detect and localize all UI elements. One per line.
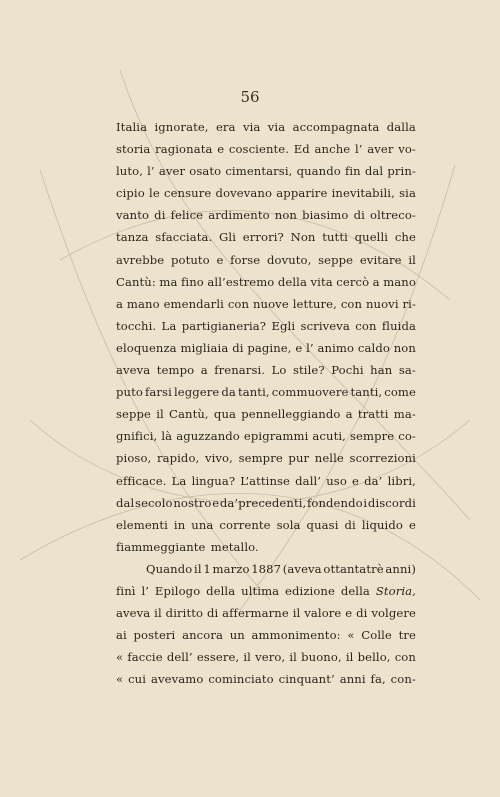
text-line <box>116 624 416 646</box>
word: caldo <box>357 340 390 355</box>
word: dal <box>116 495 135 510</box>
word: di <box>353 208 365 223</box>
word: animo <box>317 340 355 355</box>
word: storia <box>116 142 151 157</box>
word: e <box>217 142 225 157</box>
word: sia <box>399 186 416 201</box>
text-line <box>116 425 416 447</box>
word: cercò <box>336 274 370 289</box>
word: ammonimento: <box>251 628 341 643</box>
text-line <box>116 182 416 204</box>
word: della <box>340 583 370 598</box>
word: scriveva <box>300 318 350 333</box>
word: il <box>345 650 354 665</box>
word: aguzzando <box>176 429 240 444</box>
word: pioso, <box>116 451 152 466</box>
word: essere, <box>196 650 240 665</box>
word: fino <box>181 274 204 289</box>
word: dell’ <box>166 650 193 665</box>
text-line <box>116 138 416 160</box>
word: Gli <box>219 230 237 245</box>
word: vo- <box>398 142 416 157</box>
word: fluida <box>381 318 416 333</box>
word: ardimento <box>208 208 270 223</box>
word: oltreco- <box>370 208 416 223</box>
text-line <box>116 226 416 248</box>
word: discordi <box>367 495 416 510</box>
word: co- <box>398 429 416 444</box>
word: a <box>372 274 380 289</box>
word: 1887 <box>251 561 282 576</box>
word: da <box>221 385 236 400</box>
word: aver <box>367 142 394 157</box>
word: cui <box>128 672 147 687</box>
word: fa, <box>370 672 386 687</box>
word: con <box>394 650 416 665</box>
word: e <box>216 252 224 267</box>
text-line <box>116 558 416 580</box>
word: a <box>345 407 353 422</box>
word: uso <box>326 473 347 488</box>
word: potuto <box>170 252 210 267</box>
word: dovuto, <box>266 252 312 267</box>
word: non <box>393 340 416 355</box>
text-line <box>116 293 416 315</box>
word: secolo <box>135 495 173 510</box>
word: Cantù: <box>116 274 156 289</box>
word: quasi <box>306 517 339 532</box>
word: vita <box>310 274 333 289</box>
word: Colle <box>361 628 392 643</box>
word: puto <box>116 385 143 400</box>
word: nelle <box>314 451 344 466</box>
word: acuti, <box>312 429 346 444</box>
word: emendarli <box>163 296 224 311</box>
word: il <box>408 252 416 267</box>
word: diritto <box>165 606 204 621</box>
word: tutti <box>322 230 348 245</box>
word: da’ <box>364 473 383 488</box>
word: ri- <box>402 296 416 311</box>
word: vanto <box>116 208 150 223</box>
text-line <box>116 403 416 425</box>
word: l’ <box>147 164 155 179</box>
text-line <box>116 249 416 271</box>
word: una <box>191 517 214 532</box>
word: tocchi. <box>116 318 157 333</box>
word: epigrammi <box>243 429 309 444</box>
word: il <box>194 561 202 576</box>
word: seppe <box>116 407 152 422</box>
word: e <box>352 473 360 488</box>
word: aveva <box>116 606 151 621</box>
word: sempre <box>238 451 283 466</box>
word: 1 <box>203 561 211 576</box>
word: Italia <box>116 120 148 134</box>
word: biasimo <box>302 208 349 223</box>
word: da’precedenti, <box>219 495 307 510</box>
word: Quando <box>146 561 193 576</box>
word: con <box>340 296 363 311</box>
word: posteri <box>133 628 176 643</box>
word: di <box>232 340 244 355</box>
text-line <box>116 271 416 293</box>
word: avevamo <box>150 672 204 687</box>
body-text <box>116 116 416 690</box>
word: tempo <box>156 363 195 378</box>
word: cominciato <box>208 672 274 687</box>
word: « <box>116 650 124 665</box>
word: L’attinse <box>240 473 291 488</box>
word: ancora <box>182 628 223 643</box>
word: aveva <box>116 363 151 378</box>
word: accompagnata <box>292 120 380 134</box>
word: tratti <box>357 407 389 422</box>
word: e <box>345 606 353 621</box>
word: ai <box>116 628 127 643</box>
word: eloquenza <box>116 340 177 355</box>
word: di <box>344 517 356 532</box>
word: Non <box>290 230 316 245</box>
word: farsi <box>144 385 172 400</box>
word: di <box>206 606 219 621</box>
word: « <box>116 672 124 687</box>
text-line <box>116 602 416 624</box>
word: errori? <box>242 230 284 245</box>
word: letture, <box>292 296 337 311</box>
word: sola <box>276 517 301 532</box>
word: mano <box>383 274 416 289</box>
word: di <box>356 606 368 621</box>
word: di <box>154 208 166 223</box>
text-line <box>116 359 416 381</box>
word: commuovere <box>271 385 349 400</box>
word: bello, <box>357 650 391 665</box>
word: libri, <box>387 473 416 488</box>
word: quando <box>296 164 341 179</box>
word: seppe <box>318 252 354 267</box>
word: in <box>173 517 186 532</box>
text-line <box>116 337 416 359</box>
word: dal <box>364 164 384 179</box>
word: efficace. <box>116 473 167 488</box>
word: affermarne <box>222 606 289 621</box>
word: là <box>161 429 173 444</box>
word: come <box>384 385 416 400</box>
word: volgere <box>371 606 416 621</box>
word: ignorate, <box>154 120 209 134</box>
word: ragionata <box>155 142 213 157</box>
word: ultima <box>241 583 280 598</box>
word: fin <box>344 164 361 179</box>
word: le <box>149 186 160 201</box>
word: (aveva <box>282 561 322 576</box>
word: cipio <box>116 186 145 201</box>
word: i <box>363 495 368 510</box>
word: era <box>215 120 236 134</box>
word: « <box>347 628 355 643</box>
word: e <box>408 517 416 532</box>
word: a <box>200 363 208 378</box>
word: Storia, <box>375 583 416 598</box>
word: qua <box>213 407 237 422</box>
word: La <box>161 318 177 333</box>
text-line <box>116 536 416 558</box>
word: nuovi <box>365 296 399 311</box>
word: Egli <box>271 318 296 333</box>
word: dall’ <box>295 473 322 488</box>
text-line <box>116 646 416 668</box>
word: prin- <box>387 164 416 179</box>
word: cimentarsi, <box>225 164 293 179</box>
word: pagine, <box>247 340 292 355</box>
word: leggere <box>173 385 220 400</box>
word: e <box>295 340 303 355</box>
word: inevitabili, <box>331 186 395 201</box>
word: all’estremo <box>207 274 275 289</box>
word: via <box>267 120 286 134</box>
word: dovevano <box>215 186 273 201</box>
word: l’ <box>306 340 314 355</box>
word: gnifici, <box>116 429 158 444</box>
word: apparire <box>276 186 328 201</box>
word: vero, <box>255 650 286 665</box>
word: nostro <box>173 495 212 510</box>
word: sempre <box>349 429 395 444</box>
word: censure <box>164 186 212 201</box>
word: han <box>370 363 393 378</box>
word: che <box>394 230 416 245</box>
word: corrente <box>219 517 271 532</box>
word: Ed <box>293 142 310 157</box>
word: nuove <box>252 296 289 311</box>
word: anni) <box>385 561 416 576</box>
word: aver <box>158 164 186 179</box>
word: stile? <box>292 363 325 378</box>
word: con <box>355 318 377 333</box>
word: tanti, <box>350 385 383 400</box>
word: buono, <box>301 650 342 665</box>
word: Pochi <box>331 363 364 378</box>
text-line <box>116 514 416 536</box>
word: cosciente. <box>228 142 290 157</box>
word: rapido, <box>156 451 200 466</box>
word: con- <box>390 672 416 687</box>
word: Lo <box>271 363 287 378</box>
word: metallo. <box>210 539 259 554</box>
word: fiammeggiante <box>116 539 206 554</box>
word: scorrezioni <box>349 451 416 466</box>
text-line <box>116 447 416 469</box>
word: luto, <box>116 164 143 179</box>
word: l’ <box>354 142 363 157</box>
word: sa- <box>398 363 416 378</box>
word: La <box>171 473 187 488</box>
word: ma <box>159 274 178 289</box>
text-line <box>116 470 416 492</box>
word: anche <box>314 142 351 157</box>
word: elementi <box>116 517 168 532</box>
word: via <box>242 120 261 134</box>
word: non <box>274 208 297 223</box>
page-number: 56 <box>240 88 260 106</box>
word: osato <box>189 164 222 179</box>
word: evitare <box>359 252 402 267</box>
word: liquido <box>361 517 403 532</box>
word: della <box>277 274 308 289</box>
word: quelli <box>354 230 389 245</box>
word: finì <box>116 583 136 598</box>
text-line <box>116 204 416 226</box>
word: fondendo <box>307 495 363 510</box>
text-line <box>116 492 416 514</box>
word: ma- <box>393 407 416 422</box>
word: Cantù, <box>169 407 209 422</box>
word: frenarsi. <box>214 363 266 378</box>
word: forse <box>230 252 261 267</box>
word: e <box>212 495 220 510</box>
word: il <box>292 606 301 621</box>
word: faccie <box>127 650 163 665</box>
word: anni <box>339 672 366 687</box>
word: cinquant’ <box>278 672 335 687</box>
word: tre <box>398 628 416 643</box>
word: della <box>206 583 236 598</box>
word: dalla <box>386 120 416 134</box>
word: marzo <box>212 561 250 576</box>
word: edizione <box>285 583 335 598</box>
word: migliaia <box>180 340 229 355</box>
word: Epilogo <box>154 583 201 598</box>
word: con <box>227 296 250 311</box>
word: il <box>289 650 297 665</box>
word: sfacciata. <box>155 230 213 245</box>
word: ottantatrè <box>323 561 384 576</box>
text-line <box>116 580 416 602</box>
word: felice <box>170 208 204 223</box>
word: vivo, <box>204 451 233 466</box>
word: avrebbe <box>116 252 165 267</box>
word: il <box>243 650 251 665</box>
word: il <box>154 606 162 621</box>
text-line <box>116 381 416 403</box>
word: l’ <box>141 583 150 598</box>
word: a <box>116 296 124 311</box>
text-line <box>116 160 416 182</box>
word: il <box>156 407 164 422</box>
text-line <box>116 668 416 690</box>
word: tanza <box>116 230 149 245</box>
word: pennelleggiando <box>241 407 341 422</box>
text-line <box>116 116 416 138</box>
word: pur <box>288 451 310 466</box>
word: lingua? <box>191 473 236 488</box>
word: partigianeria? <box>181 318 267 333</box>
word: valore <box>304 606 342 621</box>
text-line <box>116 315 416 337</box>
word: un <box>229 628 245 643</box>
word: tanti, <box>237 385 270 400</box>
word: mano <box>126 296 160 311</box>
